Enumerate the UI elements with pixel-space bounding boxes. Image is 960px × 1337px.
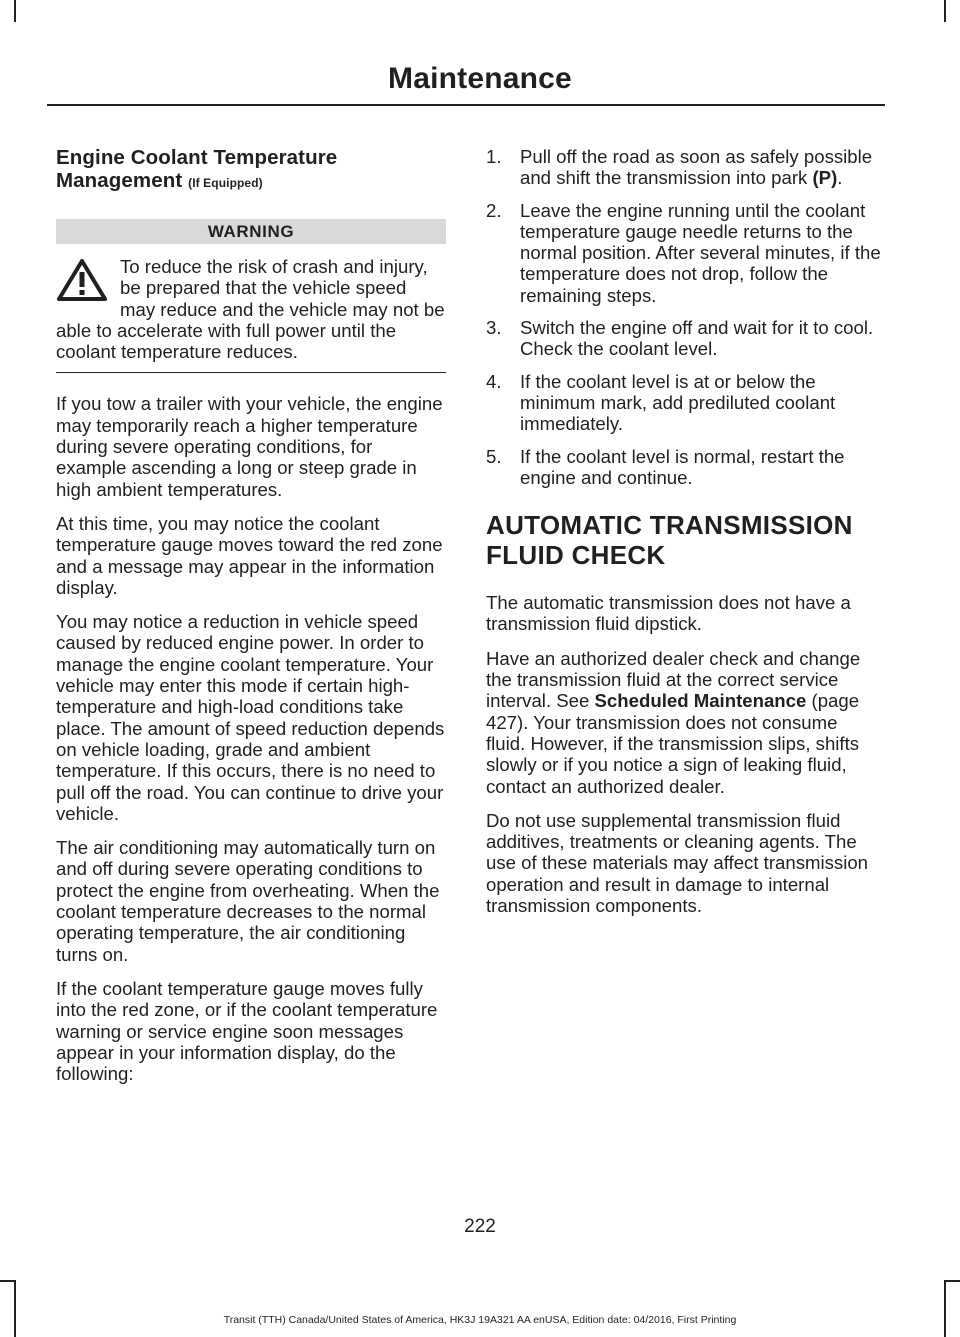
right-column xyxy=(486,146,881,929)
warning-text: To reduce the risk of crash and injury, be prepared that the vehicle speed may reduce and the vehicle may not be able to accelerate with full power until the coolant temperature reduces. xyxy=(56,256,445,363)
dealer-check-text: Have an authorized dealer check and change the transmission fluid at the correct service interval. See xyxy=(486,647,861,712)
paragraph-dealer-check xyxy=(486,648,881,797)
paragraph-air-conditioning: The air conditioning may automatically turn on and off during severe operating conditions to protect the engine from overheating. When the coolant temperature decreases to the normal operating temperature, the air conditioning turns on. xyxy=(56,837,440,965)
crop-mark-bottom-left-h xyxy=(0,1280,16,1282)
warning-label: WARNING xyxy=(56,219,446,244)
scheduled-maintenance-link[interactable]: Scheduled Maintenance xyxy=(594,690,807,712)
step-number: 3. xyxy=(486,317,502,339)
section-title-coolant xyxy=(56,146,446,195)
step-text: Switch the engine off and wait for it to cool. Check the coolant level. xyxy=(520,317,874,360)
section-title-transmission xyxy=(486,510,881,570)
if-equipped-note: (If Equipped) xyxy=(188,176,263,190)
step-number: 1. xyxy=(486,146,502,167)
step-text: If the coolant level is at or below the minimum mark, add prediluted coolant immediately. xyxy=(520,370,836,435)
warning-divider xyxy=(56,372,446,373)
warning-block xyxy=(56,256,446,362)
step-item xyxy=(486,200,881,306)
step-item xyxy=(486,317,881,360)
step-text: Leave the engine running until the coolant temperature gauge needle returns to the normal position. After several minutes, if the temperature does not drop, follow the remaining steps. xyxy=(520,199,881,306)
section-title-line-2: FLUID CHECK xyxy=(486,540,666,571)
crop-mark-bottom-right xyxy=(944,1280,946,1337)
left-column xyxy=(56,146,446,1097)
page-header-title: Maintenance xyxy=(388,62,572,95)
paragraph-towing: If you tow a trailer with your vehicle, the engine may temporarily reach a higher temperature during severe operating conditions, for example ascending a long or steep grade in high ambient temperatures. xyxy=(56,393,443,500)
step-item xyxy=(486,371,881,435)
edition-footer: Transit (TTH) Canada/United States of America, HK3J 19A321 AA enUSA, Edition date: 04/2016, First Printing xyxy=(223,1314,737,1326)
section-title-line-1: AUTOMATIC TRANSMISSION xyxy=(486,510,853,541)
warning-triangle-icon xyxy=(56,258,108,302)
step-text-end: . xyxy=(837,167,843,189)
step-number: 2. xyxy=(486,199,502,221)
step-number: 5. xyxy=(486,445,502,467)
step-number: 4. xyxy=(486,370,502,392)
paragraph-speed-reduction: You may notice a reduction in vehicle speed caused by reduced engine power. In order to manage the engine coolant temperature. Your vehicle may enter this mode if certain high-temperature and high-load conditions take place. The amount of speed reduction depends on vehicle loading, grade and ambient temperature. If this occurs, there is no need to pull off the road. You can continue to drive your vehicle. xyxy=(56,611,445,824)
dealer-check-text-end: (page 427). Your transmission does not consume fluid. However, if the transmission slips, shifts slowly or if you notice a sign of leaking fluid, contact an authorized dealer. xyxy=(486,690,860,797)
crop-mark-bottom-left xyxy=(14,1280,16,1337)
page-number: 222 xyxy=(464,1216,496,1237)
paragraph-no-dipstick: The automatic transmission does not have a transmission fluid dipstick. xyxy=(486,592,851,635)
header-divider xyxy=(47,104,885,106)
crop-mark-bottom-right-h xyxy=(944,1280,960,1282)
step-item xyxy=(486,446,881,489)
section-title-text: Engine Coolant Temperature Management xyxy=(56,146,338,192)
park-symbol: (P) xyxy=(812,167,838,189)
paragraph-additives: Do not use supplemental transmission fluid additives, treatments or cleaning agents. The use of these materials may affect transmission operation and result in damage to internal transmission components. xyxy=(486,809,869,917)
crop-mark-top-left xyxy=(14,0,16,22)
procedure-steps xyxy=(486,146,881,488)
paragraph-red-zone: If the coolant temperature gauge moves fully into the red zone, or if the coolant temperature warning or service engine soon messages appear in your information display, do the following: xyxy=(56,977,438,1085)
step-item xyxy=(486,146,881,189)
crop-mark-top-right xyxy=(944,0,946,22)
step-text: Pull off the road as soon as safely possible and shift the transmission into park xyxy=(520,146,873,189)
paragraph-gauge: At this time, you may notice the coolant temperature gauge moves toward the red zone and a message may appear in the information display. xyxy=(56,512,443,598)
step-text: If the coolant level is normal, restart the engine and continue. xyxy=(520,445,845,488)
